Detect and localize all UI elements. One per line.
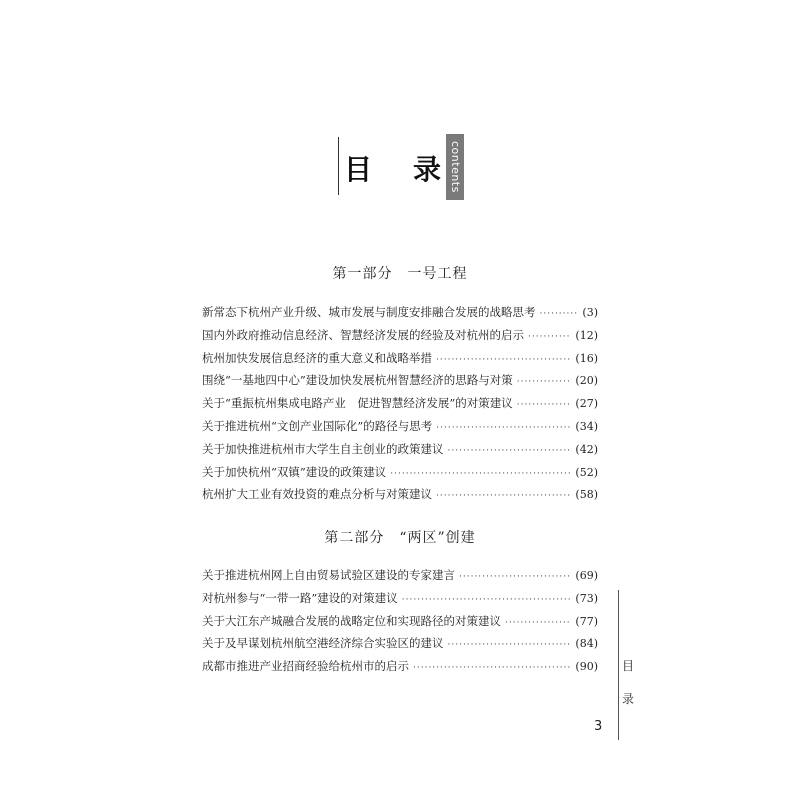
page-number: 3 (594, 719, 603, 734)
toc-entry-title: 关于加快推进杭州市大学生自主创业的政策建议 (202, 441, 444, 456)
toc-entry-page: (58) (575, 488, 598, 502)
running-header-char-top: 目 (622, 659, 635, 673)
title-english-label: contents (446, 134, 464, 200)
toc-entry[interactable] (202, 613, 598, 636)
toc-entry[interactable] (202, 567, 598, 590)
toc-entry-page: (52) (575, 465, 598, 479)
toc-entry-page: (84) (575, 637, 598, 651)
toc-entry-title: 关于“重振杭州集成电路产业 促进智慧经济发展”的对策建议 (202, 396, 513, 411)
toc-list-section-1 (202, 304, 598, 509)
title-char-left: 目 (344, 153, 373, 186)
toc-entry-title: 关于及早谋划杭州航空港经济综合实验区的建议 (202, 636, 444, 651)
toc-leader-dots (413, 663, 571, 673)
toc-leader-dots (448, 640, 572, 650)
toc-entry-title: 杭州扩大工业有效投资的难点分析与对策建议 (202, 487, 432, 502)
toc-entry-page: (34) (575, 419, 598, 433)
toc-entry-title: 国内外政府推动信息经济、智慧经济发展的经验及对杭州的启示 (202, 327, 524, 342)
toc-leader-dots (390, 469, 571, 479)
toc-leader-dots (459, 572, 571, 582)
toc-entry-title: 关于推进杭州网上自由贸易试验区建设的专家建言 (202, 568, 455, 582)
toc-entry-title: 成都市推进产业招商经验给杭州市的启示 (202, 659, 409, 674)
section-heading-2: 第二部分 “两区”创建 (324, 530, 476, 546)
toc-entry-page: (90) (575, 660, 598, 674)
title-char-right: 录 (413, 153, 442, 186)
toc-entry-page: (42) (575, 442, 598, 456)
toc-entry[interactable] (202, 304, 598, 327)
toc-entry-title: 对杭州参与“一带一路”建设的对策建议 (202, 590, 398, 605)
toc-entry[interactable] (202, 327, 598, 350)
toc-entry[interactable] (202, 590, 598, 613)
toc-entry-title: 围绕“一基地四中心”建设加快发展杭州智慧经济的思路与对策 (202, 373, 513, 388)
toc-entry[interactable] (202, 464, 598, 487)
toc-leader-dots (540, 309, 579, 319)
toc-entry-title: 关于大江东产城融合发展的战略定位和实现路径的对策建议 (202, 613, 501, 628)
toc-entry[interactable] (202, 418, 598, 441)
toc-list-section-2 (202, 567, 598, 681)
toc-entry-page: (27) (575, 397, 598, 411)
toc-entry[interactable] (202, 635, 598, 658)
title-rule (338, 137, 339, 195)
toc-leader-dots (505, 618, 571, 628)
toc-entry[interactable] (202, 486, 598, 509)
toc-leader-dots (436, 423, 571, 433)
toc-leader-dots (436, 491, 571, 501)
toc-entry[interactable] (202, 441, 598, 464)
section-heading-1: 第一部分 一号工程 (332, 266, 468, 282)
toc-entry-title: 关于加快杭州“双镇”建设的政策建议 (202, 464, 387, 479)
toc-entry-title: 杭州加快发展信息经济的重大意义和战略举措 (202, 350, 432, 365)
toc-entry[interactable] (202, 350, 598, 373)
toc-leader-dots (402, 595, 572, 605)
toc-entry[interactable] (202, 658, 598, 681)
toc-entry-title: 关于推进杭州“文创产业国际化”的路径与思考 (202, 418, 433, 433)
toc-leader-dots (517, 400, 572, 410)
toc-entry[interactable] (202, 372, 598, 395)
toc-entry-title: 新常态下杭州产业升级、城市发展与制度安排融合发展的战略思考 (202, 305, 536, 319)
toc-leader-dots (448, 446, 572, 456)
toc-entry-page: (3) (582, 306, 598, 319)
running-header-char-bottom: 录 (622, 692, 635, 706)
toc-leader-dots (436, 355, 571, 365)
toc-leader-dots (517, 377, 572, 387)
toc-entry-page: (12) (575, 328, 598, 342)
toc-entry[interactable] (202, 395, 598, 418)
toc-entry-page: (16) (575, 351, 598, 365)
toc-entry-page: (20) (575, 374, 598, 388)
toc-entry-page: (73) (575, 591, 598, 605)
toc-entry-page: (77) (575, 614, 598, 628)
toc-entry-page: (69) (575, 569, 598, 582)
margin-rule (618, 590, 619, 740)
toc-leader-dots (528, 332, 571, 342)
